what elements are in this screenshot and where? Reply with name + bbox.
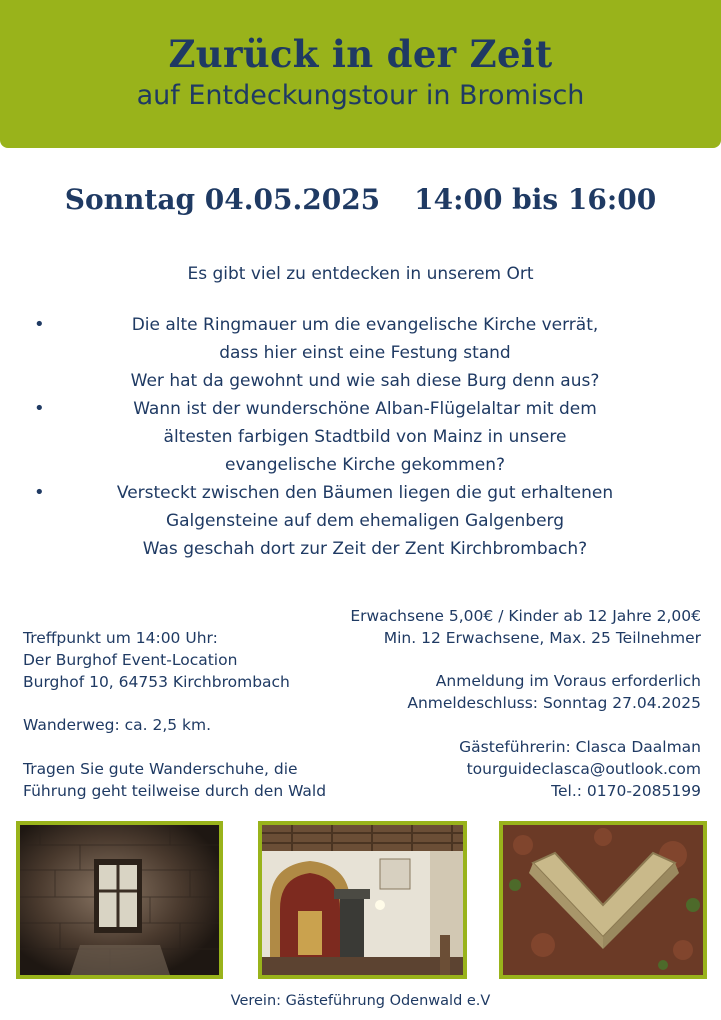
event-date-time bbox=[0, 183, 721, 216]
list-item bbox=[30, 311, 700, 395]
photo-frame bbox=[503, 825, 703, 975]
photo-church-altar bbox=[258, 821, 467, 979]
shoes-note-line: Führung geht teilweise durch den Wald bbox=[23, 782, 327, 800]
guide-phone[interactable]: Tel.: 0170-2085199 bbox=[551, 782, 701, 800]
gallows-stones-image bbox=[503, 825, 703, 975]
meeting-label: Treffpunkt um 14:00 Uhr: bbox=[23, 629, 218, 647]
meeting-location: Der Burghof Event-Location bbox=[23, 651, 238, 669]
photo-castle-window bbox=[16, 821, 223, 979]
bullet-line: ältesten farbigen Stadtbild von Mainz in unsere bbox=[163, 427, 567, 447]
price-info: Erwachsene 5,00€ / Kinder ab 12 Jahre 2,00€ bbox=[350, 607, 701, 625]
footer-organization: Verein: Gästeführung Odenwald e.V bbox=[230, 993, 491, 1009]
meeting-address: Burghof 10, 64753 Kirchbrombach bbox=[23, 673, 290, 691]
bullet-list bbox=[30, 311, 700, 563]
bullet-line: Was geschah dort zur Zeit der Zent Kirchbrombach? bbox=[142, 539, 588, 559]
participant-limits: Min. 12 Erwachsene, Max. 25 Teilnehmer bbox=[383, 629, 701, 647]
bullet-icon: • bbox=[34, 482, 45, 503]
registration-required: Anmeldung im Voraus erforderlich bbox=[435, 672, 701, 690]
event-date: Sonntag 04.05.2025 bbox=[64, 183, 381, 216]
registration-deadline: Anmeldeschluss: Sonntag 27.04.2025 bbox=[407, 694, 701, 712]
bullet-line: Wann ist der wunderschöne Alban-Flügelaltar mit dem bbox=[133, 399, 597, 419]
header-banner bbox=[0, 0, 721, 148]
photo-gallows-stones bbox=[499, 821, 707, 979]
bullet-line: evangelische Kirche gekommen? bbox=[225, 455, 505, 475]
list-item bbox=[30, 395, 700, 479]
photo-frame bbox=[262, 825, 463, 975]
castle-window-image bbox=[20, 825, 219, 975]
hike-distance: Wanderweg: ca. 2,5 km. bbox=[23, 716, 212, 734]
page-title: Zurück in der Zeit bbox=[168, 32, 553, 76]
guide-name: Gästeführerin: Clasca Daalman bbox=[459, 738, 701, 756]
bullet-icon: • bbox=[34, 314, 45, 335]
photo-frame bbox=[20, 825, 219, 975]
bullet-line: Die alte Ringmauer um die evangelische Kirche verrät, bbox=[131, 315, 599, 335]
bullet-line: Wer hat da gewohnt und wie sah diese Burg denn aus? bbox=[130, 371, 600, 391]
bullet-icon: • bbox=[34, 398, 45, 419]
intro-text: Es gibt viel zu entdecken in unserem Ort bbox=[187, 264, 534, 284]
church-altar-image bbox=[262, 825, 463, 975]
page-subtitle: auf Entdeckungstour in Bromisch bbox=[136, 80, 585, 111]
guide-email[interactable]: tourguideclasca@outlook.com bbox=[466, 760, 701, 778]
bullet-line: Versteckt zwischen den Bäumen liegen die gut erhaltenen bbox=[116, 483, 614, 503]
shoes-note-line: Tragen Sie gute Wanderschuhe, die bbox=[23, 760, 298, 778]
bullet-line: Galgensteine auf dem ehemaligen Galgenberg bbox=[165, 511, 565, 531]
list-item bbox=[30, 479, 700, 563]
event-time: 14:00 bis 16:00 bbox=[414, 183, 657, 216]
bullet-line: dass hier einst eine Festung stand bbox=[219, 343, 511, 363]
